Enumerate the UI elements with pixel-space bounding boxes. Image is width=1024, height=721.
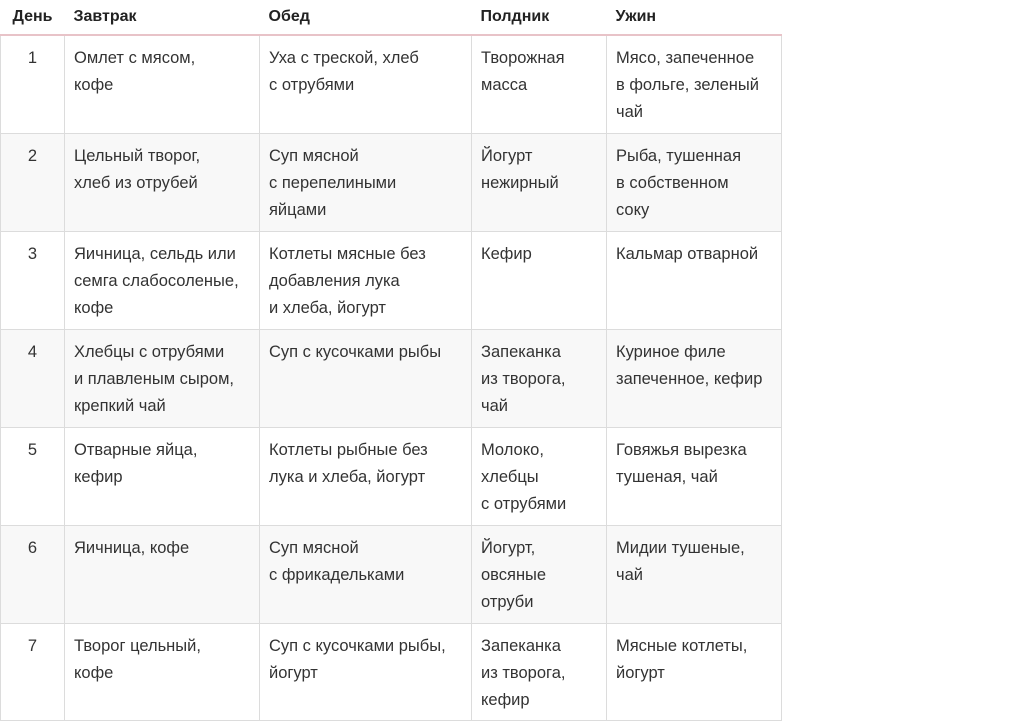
cell-dinner-line: Мясо, запеченное [616,49,755,67]
cell-lunch-line: Суп с кусочками рыбы [269,342,442,361]
cell-lunch [260,623,472,720]
table-row [1,525,782,623]
cell-snack-line: кефир [481,690,530,709]
table-row [1,427,782,525]
cell-lunch-line: Котлеты рыбные без [269,440,428,459]
cell-dinner [607,525,782,623]
cell-day: 5 [1,427,65,525]
cell-breakfast [65,525,260,623]
cell-breakfast-line: хлеб из отрубей [74,173,198,192]
cell-snack-line: чай [481,396,508,415]
cell-snack-line: Запеканка [481,342,561,361]
cell-breakfast-line: кофе [74,76,114,94]
cell-dinner-line: Рыба, тушенная [616,146,742,165]
cell-lunch-line: с отрубями [269,76,355,94]
cell-dinner-line: запеченное, кефир [616,369,763,388]
cell-breakfast-line: Отварные яйца, [74,440,198,459]
cell-breakfast-line: Яичница, сельдь или [74,244,236,263]
cell-lunch-line: добавления лука [269,271,400,290]
cell-dinner-line: Мидии тушеные, [616,538,745,557]
cell-snack [472,35,607,133]
cell-breakfast-line: семга слабосоленые, [74,271,239,290]
cell-lunch [260,35,472,133]
cell-breakfast-line: Цельный творог, [74,146,201,165]
cell-lunch-line: с фрикадельками [269,565,405,584]
cell-breakfast-line: Яичница, кофе [74,538,190,557]
cell-dinner-line: чай [616,103,643,121]
cell-lunch [260,427,472,525]
cell-lunch-line: Суп мясной [269,146,359,165]
cell-lunch-line: яйцами [269,200,327,219]
cell-breakfast-line: кефир [74,467,123,486]
cell-dinner [607,231,782,329]
cell-lunch-line: лука и хлеба, йогурт [269,467,426,486]
cell-day: 6 [1,525,65,623]
cell-dinner-line: Кальмар отварной [616,244,759,263]
cell-dinner [607,35,782,133]
cell-breakfast [65,329,260,427]
cell-lunch-line: Уха с треской, хлеб [269,49,419,67]
cell-dinner-line: Говяжья вырезка [616,440,747,459]
cell-snack-line: Творожная [481,49,565,67]
header-day: День [1,0,65,35]
table-row [1,133,782,231]
cell-lunch [260,133,472,231]
cell-dinner-line: Мясные котлеты, [616,636,748,655]
cell-breakfast-line: крепкий чай [74,396,166,415]
cell-breakfast-line: и плавленым сыром, [74,369,235,388]
cell-snack-line: Йогурт, [481,538,536,557]
cell-lunch-line: с перепелиными [269,173,397,192]
header-breakfast: Завтрак [65,0,260,35]
table-row [1,231,782,329]
cell-lunch [260,329,472,427]
cell-dinner-line: тушеная, чай [616,467,718,486]
cell-breakfast [65,623,260,720]
cell-snack [472,623,607,720]
cell-lunch-line: Котлеты мясные без [269,244,426,263]
cell-breakfast [65,35,260,133]
cell-dinner-line: в фольге, зеленый [616,76,759,94]
header-snack: Полдник [472,0,607,35]
cell-snack [472,231,607,329]
cell-breakfast-line: кофе [74,298,114,317]
cell-snack-line: Молоко, [481,440,544,459]
cell-breakfast [65,231,260,329]
cell-dinner [607,623,782,720]
cell-snack [472,133,607,231]
cell-snack-line: масса [481,76,528,94]
cell-snack-line: хлебцы [481,467,539,486]
table-row [1,329,782,427]
cell-day: 7 [1,623,65,720]
cell-snack-line: нежирный [481,173,559,192]
cell-lunch-line: йогурт [269,663,318,682]
table-body [1,35,782,720]
table-header [1,0,782,35]
cell-snack-line: из творога, [481,663,566,682]
cell-dinner-line: Куриное филе [616,342,726,361]
cell-breakfast-line: Творог цельный, [74,636,201,655]
header-lunch: Обед [260,0,472,35]
cell-breakfast [65,427,260,525]
cell-snack [472,329,607,427]
table-row [1,623,782,720]
cell-snack-line: из творога, [481,369,566,388]
cell-breakfast-line: Хлебцы с отрубями [74,342,225,361]
cell-breakfast-line: кофе [74,663,114,682]
cell-snack [472,525,607,623]
cell-breakfast-line: Омлет с мясом, [74,49,196,67]
cell-dinner [607,329,782,427]
cell-snack-line: с отрубями [481,494,567,513]
cell-breakfast [65,133,260,231]
cell-day: 2 [1,133,65,231]
cell-snack-line: овсяные [481,565,547,584]
cell-day: 3 [1,231,65,329]
cell-lunch-line: Суп с кусочками рыбы, [269,636,446,655]
cell-snack-line: Йогурт [481,146,533,165]
cell-lunch [260,525,472,623]
cell-day: 1 [1,35,65,133]
cell-dinner [607,427,782,525]
cell-lunch [260,231,472,329]
cell-snack-line: Кефир [481,244,532,263]
cell-day: 4 [1,329,65,427]
cell-dinner-line: чай [616,565,643,584]
cell-lunch-line: и хлеба, йогурт [269,298,386,317]
cell-snack [472,427,607,525]
cell-lunch-line: Суп мясной [269,538,359,557]
cell-dinner [607,133,782,231]
table-row [1,35,782,133]
cell-snack-line: Запеканка [481,636,561,655]
cell-snack-line: отруби [481,592,534,611]
header-row [1,0,782,35]
cell-dinner-line: йогурт [616,663,665,682]
cell-dinner-line: в собственном [616,173,729,192]
cell-dinner-line: соку [616,200,650,219]
header-dinner: Ужин [607,0,782,35]
